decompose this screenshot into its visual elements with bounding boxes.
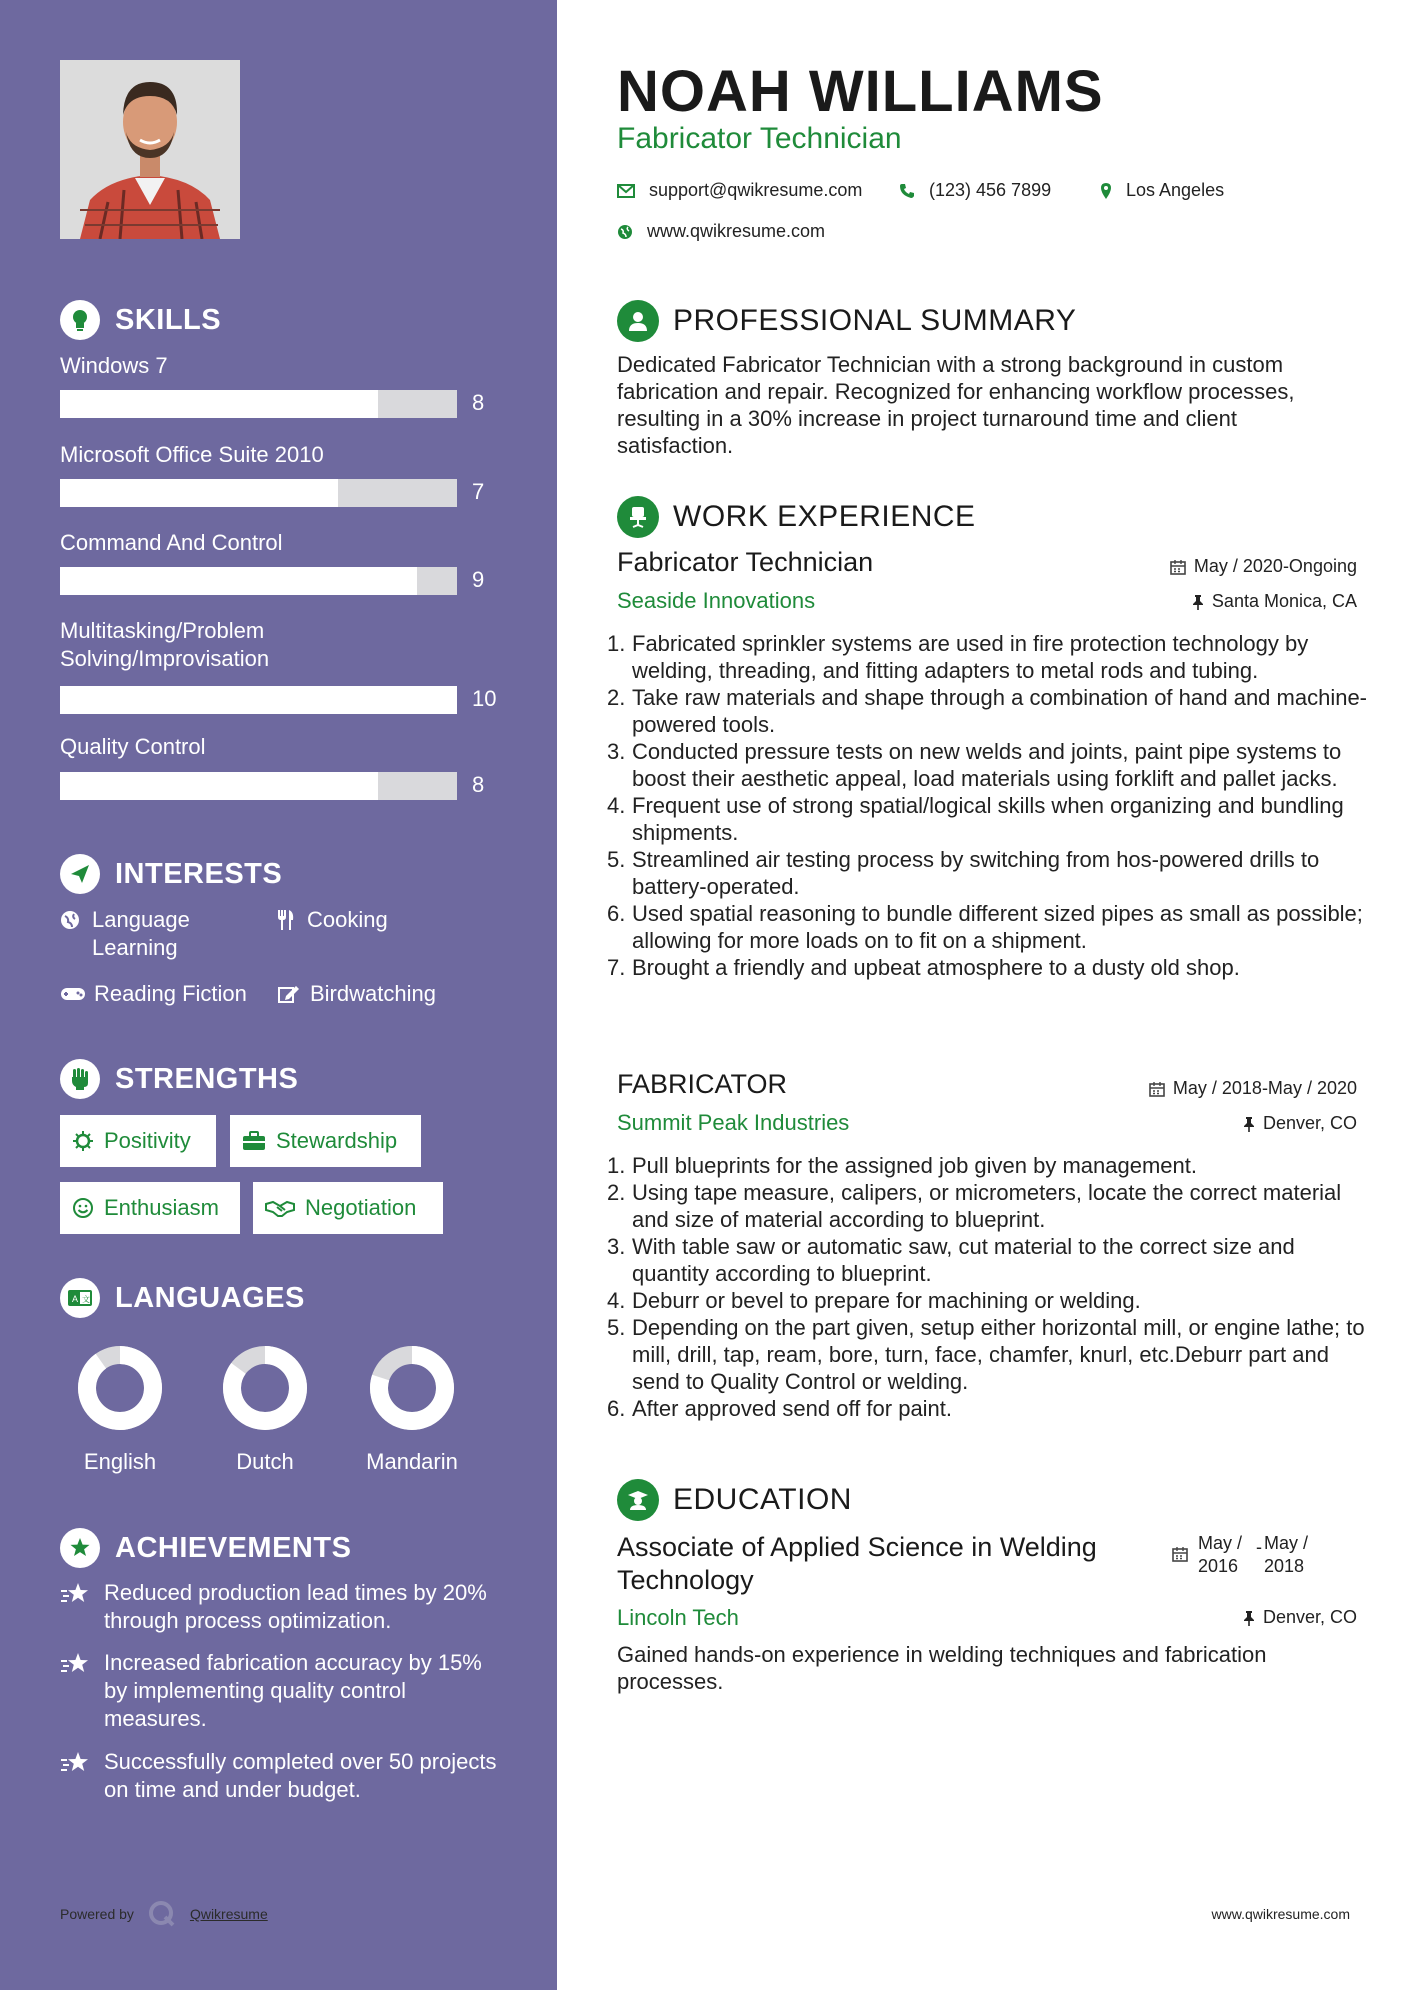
star-icon	[60, 1581, 94, 1612]
bullet-text: Deburr or bevel to prepare for machining or welding.	[632, 1288, 1141, 1313]
bullet-number: 4.	[607, 793, 626, 818]
skill-name: Command And Control	[60, 530, 283, 555]
contact-location: Los Angeles	[1100, 180, 1224, 201]
achievements-heading: ACHIEVEMENTS	[60, 1528, 351, 1568]
skill-bar-track	[60, 772, 457, 800]
edit-icon	[278, 980, 302, 1008]
job-location: Denver, CO	[1243, 1113, 1357, 1134]
bullet-number: 5.	[607, 1315, 626, 1340]
job-company: Seaside Innovations	[617, 588, 816, 613]
job-location: Santa Monica, CA	[1192, 591, 1357, 612]
skill-item	[60, 441, 520, 504]
language-ring-fill	[87, 1355, 153, 1421]
skill-bar-track	[60, 390, 457, 418]
star-badge-icon	[60, 1528, 100, 1568]
interests-heading: INTERESTS	[60, 854, 282, 894]
language-name: Mandarin	[366, 1449, 458, 1474]
bullet-number: 1.	[607, 631, 626, 656]
handshake-icon	[265, 1198, 295, 1218]
skill-bar-track	[60, 567, 457, 595]
language-ring	[222, 1345, 308, 1431]
job-bullet	[607, 1152, 1367, 1179]
skill-item	[60, 733, 520, 797]
skill-bar-track	[60, 686, 457, 714]
bullet-number: 3.	[607, 1234, 626, 1259]
school-name: Lincoln Tech	[617, 1605, 739, 1630]
skills-heading: SKILLS	[60, 300, 221, 340]
job-bullet	[607, 1395, 1367, 1422]
job-title: Fabricator Technician	[617, 547, 874, 577]
bullet-text: Fabricated sprinkler systems are used in fire protection technology by welding, threading, and fitting adapters to metal rods and tubing.	[632, 631, 1309, 683]
skill-name: Microsoft Office Suite 2010	[60, 442, 324, 467]
achievement-item: Successfully completed over 50 projects on time and under budget.	[60, 1748, 500, 1804]
email-link[interactable]: support@qwikresume.com	[649, 180, 863, 200]
main-content	[557, 0, 1407, 1990]
sun-icon	[72, 1130, 94, 1152]
language-item	[342, 1345, 482, 1475]
bullet-text: Depending on the part given, setup either horizontal mill, or engine lathe; to mill, drill, tap, ream, bore, turn, face, chamfer, knurl, etc.Deburr part and send to Quality Control or welding.	[632, 1315, 1365, 1394]
profile-photo	[60, 60, 240, 239]
achievement-item: Reduced production lead times by 20% through process optimization.	[60, 1579, 500, 1635]
interest-item: Language Learning	[60, 906, 252, 962]
language-ring	[77, 1345, 163, 1431]
bullet-text: With table saw or automatic saw, cut material to the correct size and quantity according to blueprint.	[632, 1234, 1295, 1286]
skill-name: Quality Control	[60, 734, 206, 759]
star-icon	[60, 1651, 94, 1682]
education-heading: EDUCATION	[617, 1479, 852, 1521]
degree-title: Associate of Applied Science in Welding Technology	[617, 1532, 1097, 1595]
globe-icon	[617, 224, 633, 240]
utensils-icon	[275, 906, 299, 934]
skill-bar-fill	[60, 772, 378, 800]
bullet-number: 7.	[607, 955, 626, 980]
footer-url[interactable]: www.qwikresume.com	[1211, 1906, 1350, 1922]
skill-name: Windows 7	[60, 353, 168, 378]
paper-plane-icon	[60, 854, 100, 894]
job-dates: May / 2018-May / 2020	[1149, 1078, 1357, 1099]
interest-item: Cooking	[275, 906, 388, 934]
bullet-text: Conducted pressure tests on new welds and joints, paint pipe systems to boost their aesthetic appeal, load materials using forklift and pallet jacks.	[632, 739, 1342, 791]
interest-item: Reading Fiction	[60, 980, 247, 1008]
strength-tag: Enthusiasm	[60, 1182, 240, 1234]
contact-phone: (123) 456 7899	[899, 180, 1051, 201]
summary-text: Dedicated Fabricator Technician with a strong background in custom fabrication and repair. Recognized for enhancing workflow processes, resulting in a 30% increase in project turnaround time and client satisfaction.	[617, 352, 1295, 458]
skill-value: 10	[472, 686, 497, 711]
powered-by: Powered by Qwikresume	[60, 1900, 268, 1928]
job-bullet	[607, 1233, 1367, 1287]
bullet-number: 4.	[607, 1288, 626, 1313]
bullet-number: 5.	[607, 847, 626, 872]
qwikresume-logo-icon	[148, 1900, 176, 1928]
job-bullet	[607, 792, 1367, 846]
job-bullet	[607, 1287, 1367, 1314]
bullet-text: Used spatial reasoning to bundle different sized pipes as small as possible; allowing for more loads on to fit on a shipment.	[632, 901, 1363, 953]
skill-item	[60, 352, 520, 415]
interest-item: Birdwatching	[278, 980, 436, 1008]
language-item	[50, 1345, 190, 1475]
bullet-text: Frequent use of strong spatial/logical skills when organizing and bundling shipments.	[632, 793, 1344, 845]
bullet-text: Pull blueprints for the assigned job given by management.	[632, 1153, 1198, 1178]
job-bullet	[607, 1179, 1367, 1233]
job-title: FABRICATOR	[617, 1069, 788, 1099]
bullet-text: Take raw materials and shape through a combination of hand and machine-powered tools.	[632, 685, 1368, 737]
skill-bar-fill	[60, 390, 378, 418]
bullet-text: After approved send off for paint.	[632, 1396, 953, 1421]
bullet-text: Streamlined air testing process by switching from hos-powered drills to battery-operated.	[632, 847, 1320, 899]
strengths-heading: STRENGTHS	[60, 1059, 298, 1099]
bullet-number: 6.	[607, 1396, 626, 1421]
job-dates: May / 2020-Ongoing	[1170, 556, 1357, 577]
job-bullet	[607, 738, 1367, 792]
pushpin-icon	[1192, 594, 1204, 610]
job-company: Summit Peak Industries	[617, 1110, 850, 1135]
job-bullets	[607, 630, 1367, 981]
bullet-number: 3.	[607, 739, 626, 764]
svg-text:A: A	[72, 1294, 79, 1304]
bullet-number: 1.	[607, 1153, 626, 1178]
fist-icon	[60, 1059, 100, 1099]
skill-bar-track	[60, 479, 457, 507]
graduate-icon	[617, 1479, 659, 1521]
website-link[interactable]: www.qwikresume.com	[647, 221, 826, 241]
smile-icon	[72, 1197, 94, 1219]
strength-tag: Positivity	[60, 1115, 216, 1167]
skill-value: 9	[472, 567, 485, 592]
summary-heading: PROFESSIONAL SUMMARY	[617, 300, 1076, 342]
education-location: Denver, CO	[1243, 1607, 1357, 1628]
skill-name: Multitasking/Problem Solving/Improvisation	[60, 618, 270, 671]
pushpin-icon	[1243, 1116, 1255, 1132]
envelope-icon	[617, 184, 635, 198]
achievement-item: Increased fabrication accuracy by 15% by implementing quality control measures.	[60, 1649, 500, 1733]
qwikresume-link[interactable]: Qwikresume	[189, 1906, 268, 1922]
star-icon	[60, 1750, 94, 1781]
job-bullet	[607, 846, 1367, 900]
skill-item	[60, 617, 520, 711]
skill-value: 8	[472, 772, 485, 797]
job-bullet	[607, 954, 1367, 981]
experience-heading: WORK EXPERIENCE	[617, 496, 976, 538]
gamepad-icon	[60, 980, 86, 1008]
bullet-text: Brought a friendly and upbeat atmosphere to a dusty old shop.	[632, 955, 1240, 980]
bullet-number: 2.	[607, 1180, 626, 1205]
language-item	[195, 1345, 335, 1475]
skill-item	[60, 529, 520, 592]
globe-icon	[60, 906, 84, 934]
skill-bar-fill	[60, 479, 338, 507]
skill-value: 7	[472, 479, 485, 504]
bullet-text: Using tape measure, calipers, or micrometers, locate the correct material and size of material according to blueprint.	[632, 1180, 1342, 1232]
contact-website	[617, 221, 825, 242]
pushpin-icon	[1243, 1610, 1255, 1626]
bullet-number: 2.	[607, 685, 626, 710]
job-bullets	[607, 1152, 1367, 1422]
language-ring	[369, 1345, 455, 1431]
user-icon	[617, 300, 659, 342]
job-bullet	[607, 684, 1367, 738]
language-name: Dutch	[236, 1449, 294, 1474]
candidate-name: NOAH WILLIAMS	[617, 59, 1104, 124]
job-bullet	[607, 1314, 1367, 1395]
briefcase-icon	[242, 1131, 266, 1151]
job-bullet	[607, 630, 1367, 684]
skill-value: 8	[472, 390, 485, 415]
lightbulb-icon	[60, 300, 100, 340]
bullet-number: 6.	[607, 901, 626, 926]
calendar-icon	[1170, 559, 1186, 575]
languages-heading: A 文 LANGUAGES	[60, 1278, 305, 1318]
candidate-title: Fabricator Technician	[617, 122, 902, 155]
education-description: Gained hands-on experience in welding techniques and fabrication processes.	[617, 1642, 1267, 1694]
calendar-icon	[1149, 1081, 1165, 1097]
job-bullet	[607, 900, 1367, 954]
language-name: English	[83, 1449, 157, 1474]
strength-tag: Negotiation	[253, 1182, 443, 1234]
strength-tag: Stewardship	[230, 1115, 421, 1167]
map-pin-icon	[1100, 182, 1112, 200]
calendar-icon	[1172, 1546, 1188, 1578]
skill-bar-fill	[60, 686, 457, 714]
skill-bar-fill	[60, 567, 417, 595]
svg-text:文: 文	[82, 1295, 90, 1304]
phone-icon	[899, 183, 915, 199]
education-dates: May / 2016 - May / 2018	[1172, 1532, 1310, 1578]
language-icon	[60, 1278, 100, 1318]
office-chair-icon	[617, 496, 659, 538]
sidebar	[0, 0, 557, 1990]
contact-email	[617, 180, 862, 201]
